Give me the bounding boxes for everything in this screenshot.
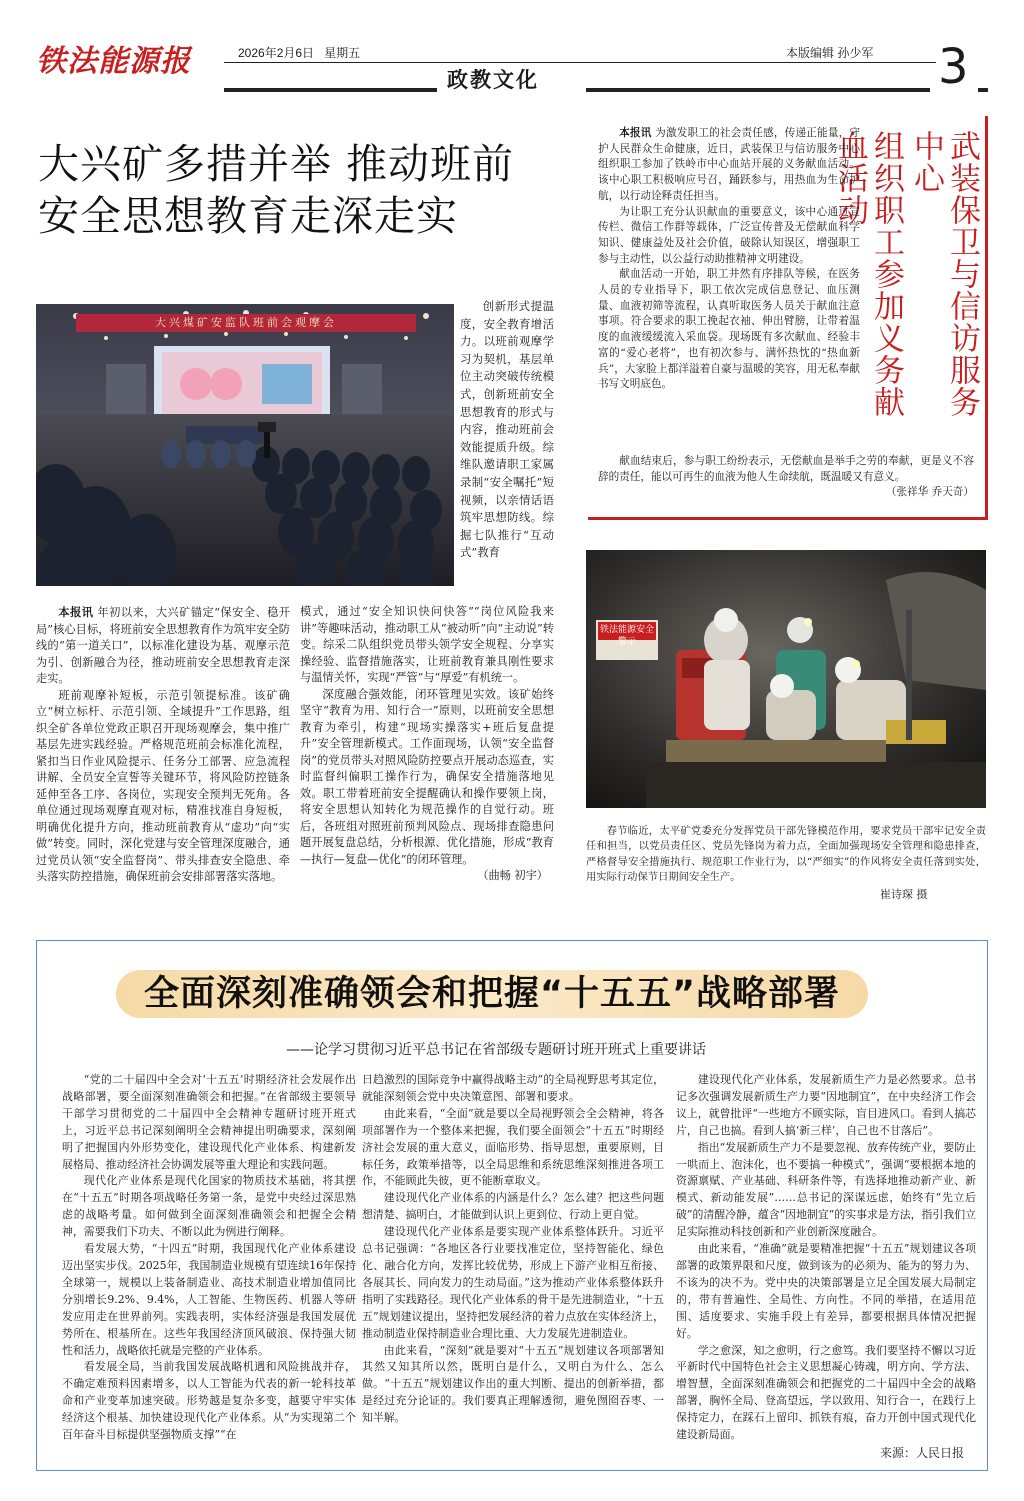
meeting-banner-text: 大兴煤矿安监队班前会观摩会 (155, 316, 337, 329)
commentary-subtitle: ——论学习贯彻习近平总书记在省部级专题研讨班开班式上重要讲话 (286, 1042, 706, 1058)
article1-side-column: 创新形式提温度，安全教育增活力。以班前观摩学习为契机，基层单位主动突破传统模式，创新班前安全思想教育的形式与内容，推动班前会效能提质升级。综维队邀请职工家属录制“安全嘱托”短视频，以亲情话语筑牢思想防线。综掘七队推行“互动式”教育 (460, 299, 554, 560)
issue-weekday: 星期五 (324, 46, 361, 60)
header-bar-right (586, 88, 930, 92)
photo-credit: 崔诗琛 摄 (880, 888, 928, 901)
article2-title-right: 武装保卫与信访服务中心 (908, 130, 980, 418)
page-number: 3 (938, 39, 969, 95)
newspaper-logo: 铁法能源报 (36, 44, 191, 79)
article2-title-left: 组织职工参加义务献血活动 (832, 130, 904, 418)
commentary-column-1: “党的二十届四中全会对‘十五五’时期经济社会发展作出战略部署，要全面深刻准确领会和把握。”在省部级主要领导干部学习贯彻党的二十届四中全会精神专题研讨班开班式上，习近平总书记深刻阐明全会精神提出明确要求，深刻阐明了把握国内外形势变化，建设现代化产业体系、构建新发展格局、推动经济社会协调发展等重大理论和实践问题。 现代化产业体系是现代化国家的物质技术基础，将其摆在“十五五”时期各项战略任务第一条，是党中央经过深思熟虑的战略考量。如何做到全面深刻准确领会和把握全会精神，需要我们下功夫、不断以此为例进行阐释。 看发展大势，“十四五”时期，我国现代化产业体系建设迈出坚实步伐。2025年，我国制造业规模有望连续16年保持全球第一，规模以上装备制造业、高技术制造业增加值同比分别增长9.2%、9.4%，人工智能、生物医药、机器人等研发应用走在世界前列。实践表明，实体经济强是我国发展优势所在、根基所在。这些年我国经济顶风破浪、保持强大韧性和活力，战略依托就是完整的产业体系。 看发展全局，当前我国发展战略机遇和风险挑战并存，不确定难预料因素增多，以人工智能为代表的新一轮科技革命和产业变革加速突破。形势越是复杂多变，越要守牢实体经济这个根基、加快建设现代化产业体系。从“为实现第二个百年奋斗目标提供坚强物质支撑”“在 (62, 1073, 356, 1442)
article1-headline: 大兴矿多措并举 推动班前 安全思想教育走深走实 (38, 140, 515, 240)
mine-inspection-photo (586, 550, 986, 808)
article2-text-bottom: 献血结束后，参与职工纷纷表示，无偿献血是举手之劳的奉献，更是义不容辞的责任，能以可再生的血液为他人生命续航，既温暖又有意义。 （张祥华 乔天奇） (598, 454, 974, 501)
commentary-headline: 全面深刻准确领会和把握“十五五”战略部署 (143, 974, 840, 1014)
page-editor: 本版编辑 孙少军 (786, 46, 874, 60)
header-bar-end (978, 88, 988, 92)
article1-column-1: 本报讯 年初以来，大兴矿锚定“保安全、稳开局”核心目标，将班前安全思想教育作为筑牢安全防线的“第一道关口”，以标准化建设为基、观摩示范为引、创新融合为径，推动班前安全思想教育走深走实。 班前观摩补短板，示范引领提标准。该矿确立“树立标杆、示范引领、全域提升”工作思路，组织全矿各单位党政正职召开现场观摩会，集中推广基层先进实践经验。严格规范班前会标准化流程，紧扣当日作业风险提示、任务分工部署、应急流程讲解、全员安全宣誓等关键环节，将风险防控链条延伸至各工序、各岗位，实现安全预判无死角。各单位通过现场观摩直观对标，精准找准自身短板，明确优化提升方向，推动班前教育从“虚功”向“实做”转变。同时，深化党建与安全管理深度融合，通过党员认领“安全监督岗”、带头排查安全隐患、牵头落实防控措施，确保班前会安排部署落实落地。 (36, 605, 290, 883)
article1-column-2: 模式，通过“安全知识快问快答”“岗位风险我来讲”等趣味活动，推动职工从“被动听”向“主动说”转变。综采二队组织党员带头领学安全规程、分享实操经验、监督措施落实，让班前教育兼具刚性要求与温情关怀，实现“严管”与“厚爱”有机统一。 深度融合强效能，闭环管理见实效。该矿始终坚守“教育为用、知行合一”原则，以班前安全思想教育为牵引，构建“现场实操落实+班后复盘提升”安全管理新模式。工作面现场，认领“安全监督岗”的党员带头对照风险防控要点开展动态巡查，实时监督纠偏职工操作行为，确保安全措施落地见效。职工带着班前安全提醒确认和操作要领上岗，将安全思想认知转化为规范操作的自觉行动。班后，各班组对照班前预判风险点、现场排查隐患问题开展复盘总结，分析根源、优化措施，形成“教育—执行—复盘—优化”的闭环管理。 （曲畅 初宇） (300, 604, 554, 885)
photo-caption: 春节临近，太平矿党委充分发挥党员干部先锋模范作用，要求党员干部牢记安全责任和担当，以党员责任区、党员先锋岗为着力点，全面加强现场安全管理和隐患排查，严格督导安全措施执行、规范职工作业行为，以“严细实”的作风将安全责任落到实处，用实际行动保节日期间安全生产。 (586, 825, 986, 884)
meeting-photo (36, 304, 454, 586)
article2-vertical-title (832, 130, 980, 430)
section-title: 政教文化 (447, 68, 539, 92)
mine-sign-text: 铁法能源安全警示 (600, 625, 655, 647)
commentary-source: 来源：人民日报 (880, 1446, 965, 1460)
commentary-column-3: 建设现代化产业体系，发展新质生产力是必然要求。总书记多次强调发展新质生产力要“因地制宜”，在中央经济工作会议上，就曾批评“一些地方不顾实际，盲目进风口。看到人搞芯片，自己也搞。看到人搞‘新三样’，自己也不甘落后”。 指出“发展新质生产力不是要忽视、放弃传统产业，要防止一哄而上、泡沫化，也不要搞一种模式”，强调“要根据本地的资源禀赋、产业基础、科研条件等，有选择地推动新产业、新模式、新动能发展”……总书记的深谋远虑，始终有“先立后破”的清醒冷静，蕴含“因地制宜”的实事求是方法，指引我们立足实际推动科技创新和产业创新深度融合。 由此来看，“准确”就是要精准把握“十五五”规划建议各项部署的政策界限和尺度，做到该为的必须为、能为的努力为、不该为的决不为。党中央的决策部署是立足全国发展大局制定的，带有普遍性、全局性、方向性。不同的举措，在适用范围、适度要求、实施手段上有差异，都要根据具体情况把握好。 学之愈深，知之愈明，行之愈笃。我们要坚持不懈以习近平新时代中国特色社会主义思想凝心铸魂，明方向、学方法、增智慧，全面深刻准确领会和把握党的二十届四中全会的战略部署，胸怀全局、登高望远，学以致用、知行合一，在践行上保持定力，在踩石上留印、抓铁有痕，奋力开创中国式现代化建设新局面。 (676, 1073, 976, 1442)
article2-dateline: 本报讯 (619, 127, 652, 139)
article1-byline: （曲畅 初宇） (477, 869, 548, 882)
header-thin-rule (224, 62, 936, 63)
issue-date: 2026年2月6日 星期五 (238, 46, 361, 60)
article1-dateline: 本报讯 (58, 605, 94, 619)
commentary-column-2: 日趋激烈的国际竞争中赢得战略主动”的全局视野思考其定位，就能深刻领会党中央决策意图、部署和要求。 由此来看，“全面”就是要以全局视野领会全会精神，将各项部署作为一个整体来把握，我们要全面领会“十五五”时期经济社会发展的重大意义，面临形势、指导思想，重要原则，目标任务，政策举措等，以全局思维和系统思维深刻推进各项工作，不能顾此失彼，更不能断章取义。 建设现代化产业体系的内涵是什么？怎么建？把这些问题想清楚、搞明白，才能做到认识上更到位、行动上更自觉。 建设现代化产业体系是要实现产业体系整体跃升。习近平总书记强调：“各地区各行业要找准定位，坚持智能化、绿色化、融合化方向，发挥比较优势，形成上下游产业相互衔接、各展其长、同向发力的生动局面。”这为推动产业体系整体跃升指明了实践路径。现代化产业体系的骨干是先进制造业，“十五五”规划建议提出，坚持把发展经济的着力点放在实体经济上，推动制造业保持制造业合理比重、大力发展先进制造业。 由此来看，“深刻”就是要对“十五五”规划建议各项部署知其然又知其所以然，既明白是什么，又明白为什么、怎么做。“十五五”规划建议作出的重大判断、提出的创新举措，都是经过充分论证的。我们要真正理解透彻，避免囫囵吞枣、一知半解。 (362, 1073, 664, 1425)
article2-text-top: 本报讯 为激发职工的社会责任感，传递正能量，守护人民群众生命健康，近日，武装保卫与信访服务中心组织职工参加了铁岭市中心血站开展的义务献血活动。该中心职工积极响应号召，踊跃参与，用热血为生命护航，以行动诠释责任担当。 为让职工充分认识献血的重要意义，该中心通过宣传栏、微信工作群等载体，广泛宣传普及无偿献血科学知识、健康益处及社会价值，破除认知误区，增强职工参与主动性，以公益行动助推精神文明建设。 献血活动一开始，职工井然有序排队等候，在医务人员的专业指导下，职工依次完成信息登记、血压测量、血液初筛等流程，认真听取医务人员关于献血注意事项。符合要求的职工挽起衣袖、伸出臂膀，让带着温度的血液缓缓流入采血袋。现场既有多次献血、经验丰富的“爱心老将”，也有初次参与、满怀热忱的“热血新兵”，大家脸上都洋溢着自豪与温暖的笑容，用无私奉献书写文明底色。 (598, 127, 861, 391)
header-bar-left (224, 88, 437, 92)
article2-byline: （张祥华 乔天奇） (885, 486, 974, 499)
